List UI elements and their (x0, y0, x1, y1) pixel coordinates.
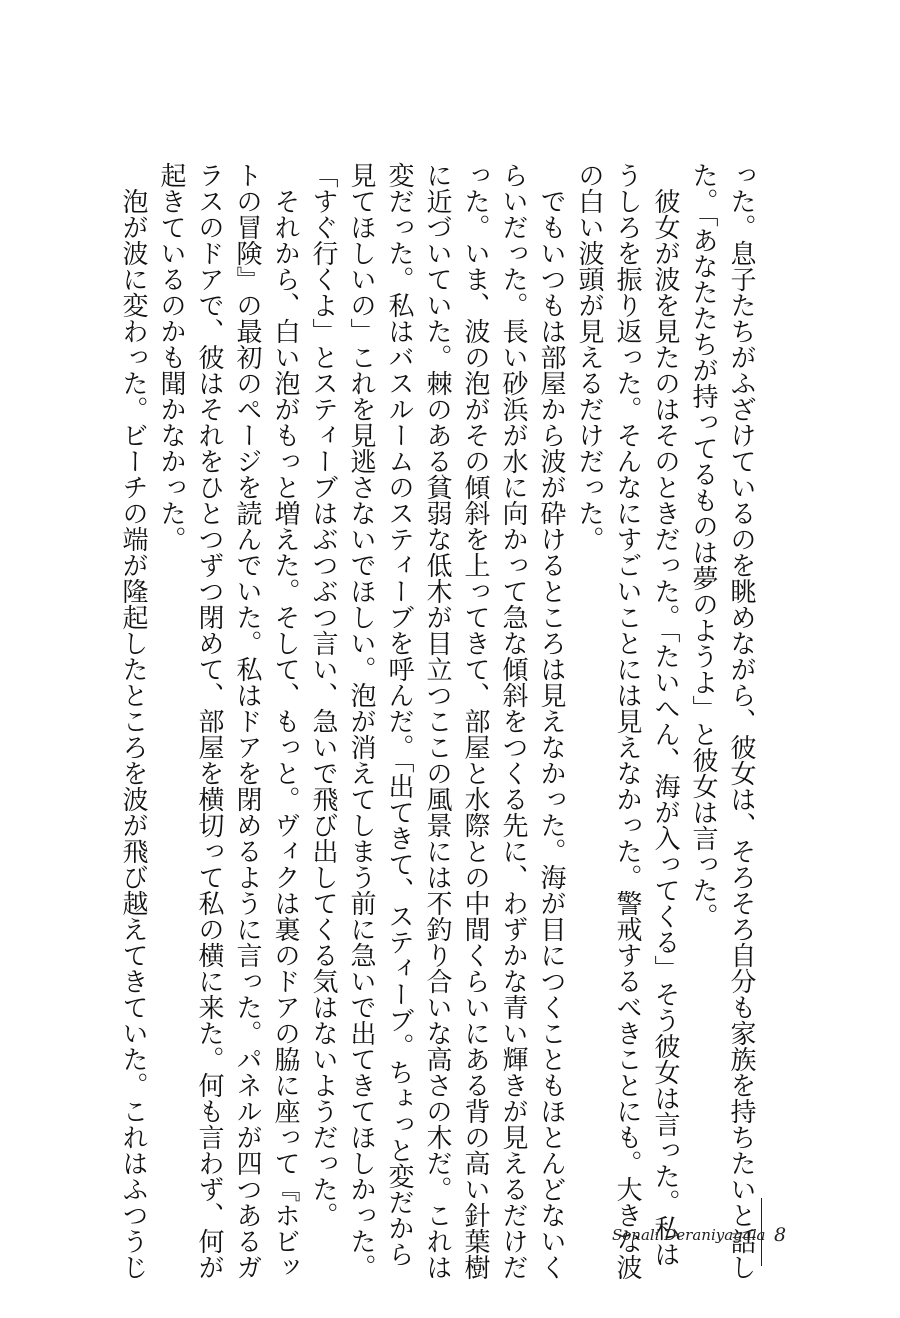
text-line: った。いま、波の泡がその傾斜を上ってきて、部屋と水際との中間くらいにある背の高い針葉樹 (460, 162, 490, 1280)
text-line: 変だった。私はバスルームのスティーブを呼んだ。「出てきて、スティーブ。ちょっと変だから (384, 162, 414, 1267)
text-line: 起きているのかも聞かなかった。 (156, 162, 186, 552)
text-line: に近づいていた。棘のある貧弱な低木が目立つここの風景には不釣り合いな高さの木だ。これは (422, 162, 452, 1280)
text-line: らいだった。長い砂浜が水に向かって急な傾斜をつくる先に、わずかな青い輝きが見えるだけだ (498, 162, 528, 1280)
text-line: 見てほしいの」これを見逃さないでほしい。泡が消えてしまう前に急いで出てきてほしかった。 (346, 162, 376, 1280)
text-line: った。息子たちがふざけているのを眺めながら、彼女は、そろそろ自分も家族を持ちたいと話し (726, 162, 756, 1280)
text-line: でもいつもは部屋から波が砕けるところは見えなかった。海が目につくこともほとんどないく (536, 162, 566, 1280)
text-line: それから、白い泡がもっと増えた。そして、もっと。ヴィクは裏のドアの脇に座って『ホビッ (270, 162, 300, 1280)
footer-divider (761, 1198, 762, 1266)
footer-author-name: Sonali Deraniyagala (612, 1226, 766, 1244)
text-line: ラスのドアで、彼はそれをひとつずつ閉めて、部屋を横切って私の横に来た。何も言わず、何が (194, 162, 224, 1280)
page-number: 8 (774, 1224, 787, 1246)
text-line: た。「あなたたちが持ってるものは夢のようよ」と彼女は言った。 (688, 162, 718, 929)
text-line: の白い波頭が見えるだけだった。 (574, 162, 604, 552)
text-line: 泡が波に変わった。ビーチの端が隆起したところを波が飛び越えてきていた。これはふつうじ (118, 162, 148, 1280)
text-line: うしろを振り返った。そんなにすごいことには見えなかった。警戒するべきことにも。大きな波 (612, 162, 642, 1280)
text-line: 「すぐ行くよ」とスティーブはぶつぶつ言い、急いで飛び出してくる気はないようだった。 (308, 162, 338, 1228)
text-line: 彼女が波を見たのはそのときだった。「たいへん、海が入ってくる」そう彼女は言った。私は (650, 162, 680, 1267)
text-line: トの冒険』の最初のページを読んでいた。私はドアを閉めるように言った。パネルが四つあるガ (232, 162, 262, 1280)
